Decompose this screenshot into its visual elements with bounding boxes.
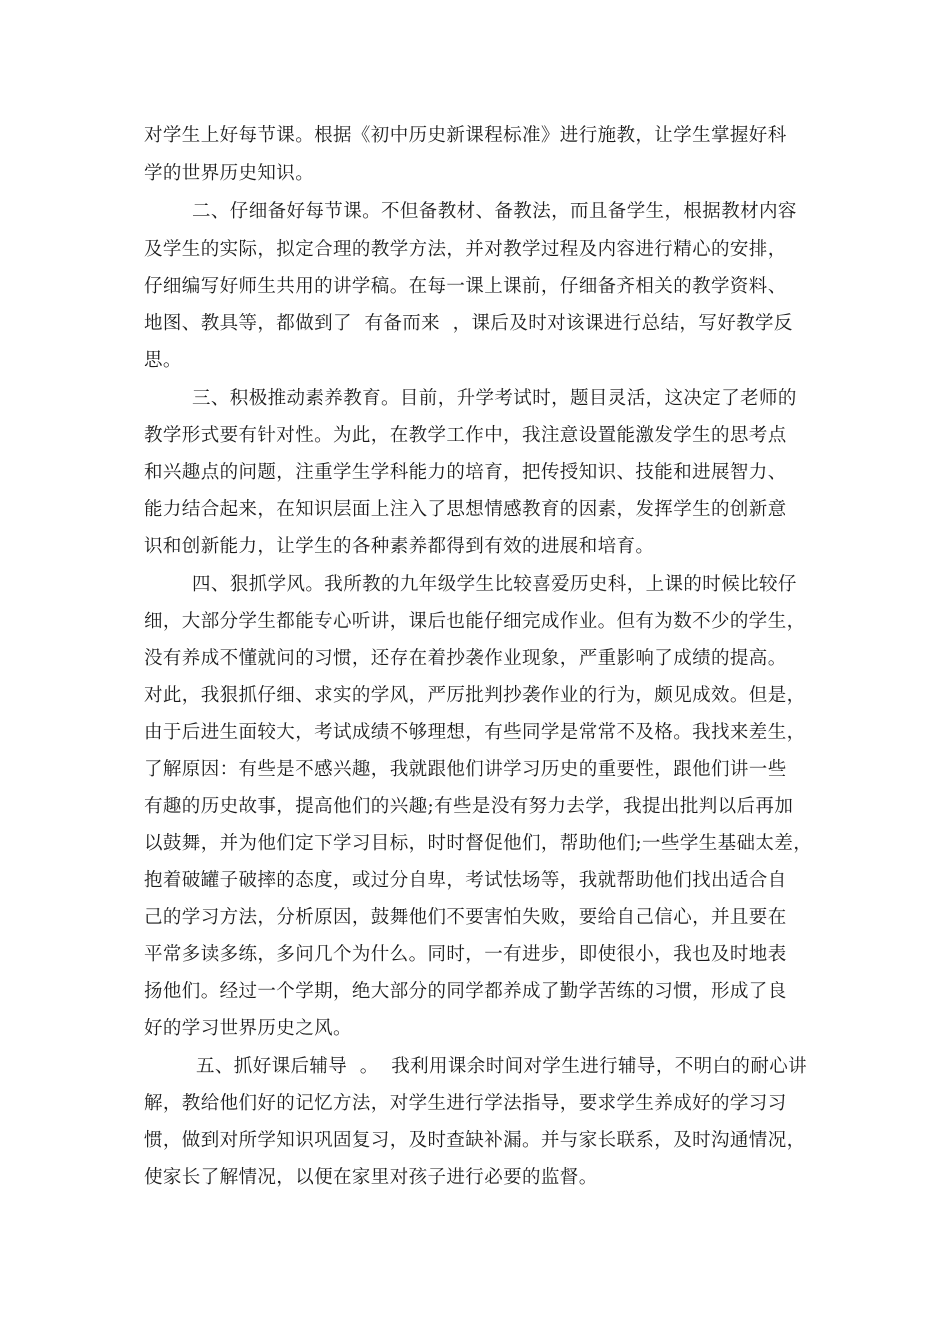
text-line: 三、积极推动素养教育。目前，升学考试时，题目灵活，这决定了老师的 bbox=[192, 388, 797, 409]
text-line: 有趣的历史故事，提高他们的兴趣;有些是没有努力去学，我提出批判以后再加 bbox=[144, 796, 794, 817]
text-line: 了解原因：有些是不感兴趣，我就跟他们讲学习历史的重要性，跟他们讲一些 bbox=[144, 759, 787, 780]
text-line: 四、狠抓学风。我所教的九年级学生比较喜爱历史科，上课的时候比较仔 bbox=[192, 574, 797, 595]
text-line: 使家长了解情况，以便在家里对孩子进行必要的监督。 bbox=[144, 1167, 598, 1188]
text-line: 己的学习方法，分析原因，鼓舞他们不要害怕失败，要给自己信心，并且要在 bbox=[144, 907, 787, 928]
text-line: 和兴趣点的问题，注重学生学科能力的培育，把传授知识、技能和进展智力、 bbox=[144, 462, 787, 483]
text-line: 解，教给他们好的记忆方法，对学生进行学法指导，要求学生养成好的学习习 bbox=[144, 1093, 787, 1114]
text-line: 二、仔细备好每节课。不但备教材、备教法，而且备学生，根据教材内容 bbox=[192, 201, 797, 222]
text-line: 五、抓好课后辅导 。 我利用课余时间对学生进行辅导，不明白的耐心讲 bbox=[196, 1056, 808, 1077]
text-line: 能力结合起来，在知识层面上注入了思想情感教育的因素，发挥学生的创新意 bbox=[144, 499, 787, 520]
text-line: 细，大部分学生都能专心听讲，课后也能仔细完成作业。但有为数不少的学生， bbox=[144, 611, 806, 632]
text-line: 对学生上好每节课。根据《初中历史新课程标准》进行施教，让学生掌握好科 bbox=[144, 125, 787, 146]
text-line: 抱着破罐子破摔的态度，或过分自卑，考试怯场等，我就帮助他们找出适合自 bbox=[144, 870, 787, 891]
text-line: 学的世界历史知识。 bbox=[144, 163, 315, 184]
text-line: 平常多读多练，多问几个为什么。同时，一有进步，即使很小，我也及时地表 bbox=[144, 944, 787, 965]
text-line: 扬他们。经过一个学期，绝大部分的同学都养成了勤学苦练的习惯，形成了良 bbox=[144, 981, 787, 1002]
text-line: 惯，做到对所学知识巩固复习，及时查缺补漏。并与家长联系，及时沟通情况， bbox=[144, 1130, 806, 1151]
text-line: 以鼓舞，并为他们定下学习目标，时时督促他们，帮助他们;一些学生基础太差， bbox=[144, 833, 813, 854]
text-line: 地图、教具等，都做到了 有备而来 ，课后及时对该课进行总结，写好教学反 bbox=[144, 313, 793, 334]
text-line: 及学生的实际，拟定合理的教学方法，并对教学过程及内容进行精心的安排， bbox=[144, 239, 787, 260]
text-line: 思。 bbox=[144, 350, 182, 371]
text-line: 没有养成不懂就问的习惯，还存在着抄袭作业现象，严重影响了成绩的提高。 bbox=[144, 648, 787, 669]
text-line: 由于后进生面较大，考试成绩不够理想，有些同学是常常不及格。我找来差生， bbox=[144, 722, 806, 743]
text-line: 识和创新能力，让学生的各种素养都得到有效的进展和培育。 bbox=[144, 536, 655, 557]
text-line: 对此，我狠抓仔细、求实的学风，严厉批判抄袭作业的行为，颇见成效。但是， bbox=[144, 685, 806, 706]
text-line: 教学形式要有针对性。为此，在教学工作中，我注意设置能激发学生的思考点 bbox=[144, 425, 787, 446]
text-line: 仔细编写好师生共用的讲学稿。在每一课上课前，仔细备齐相关的教学资料、 bbox=[144, 276, 787, 297]
text-line: 好的学习世界历史之风。 bbox=[144, 1018, 352, 1039]
